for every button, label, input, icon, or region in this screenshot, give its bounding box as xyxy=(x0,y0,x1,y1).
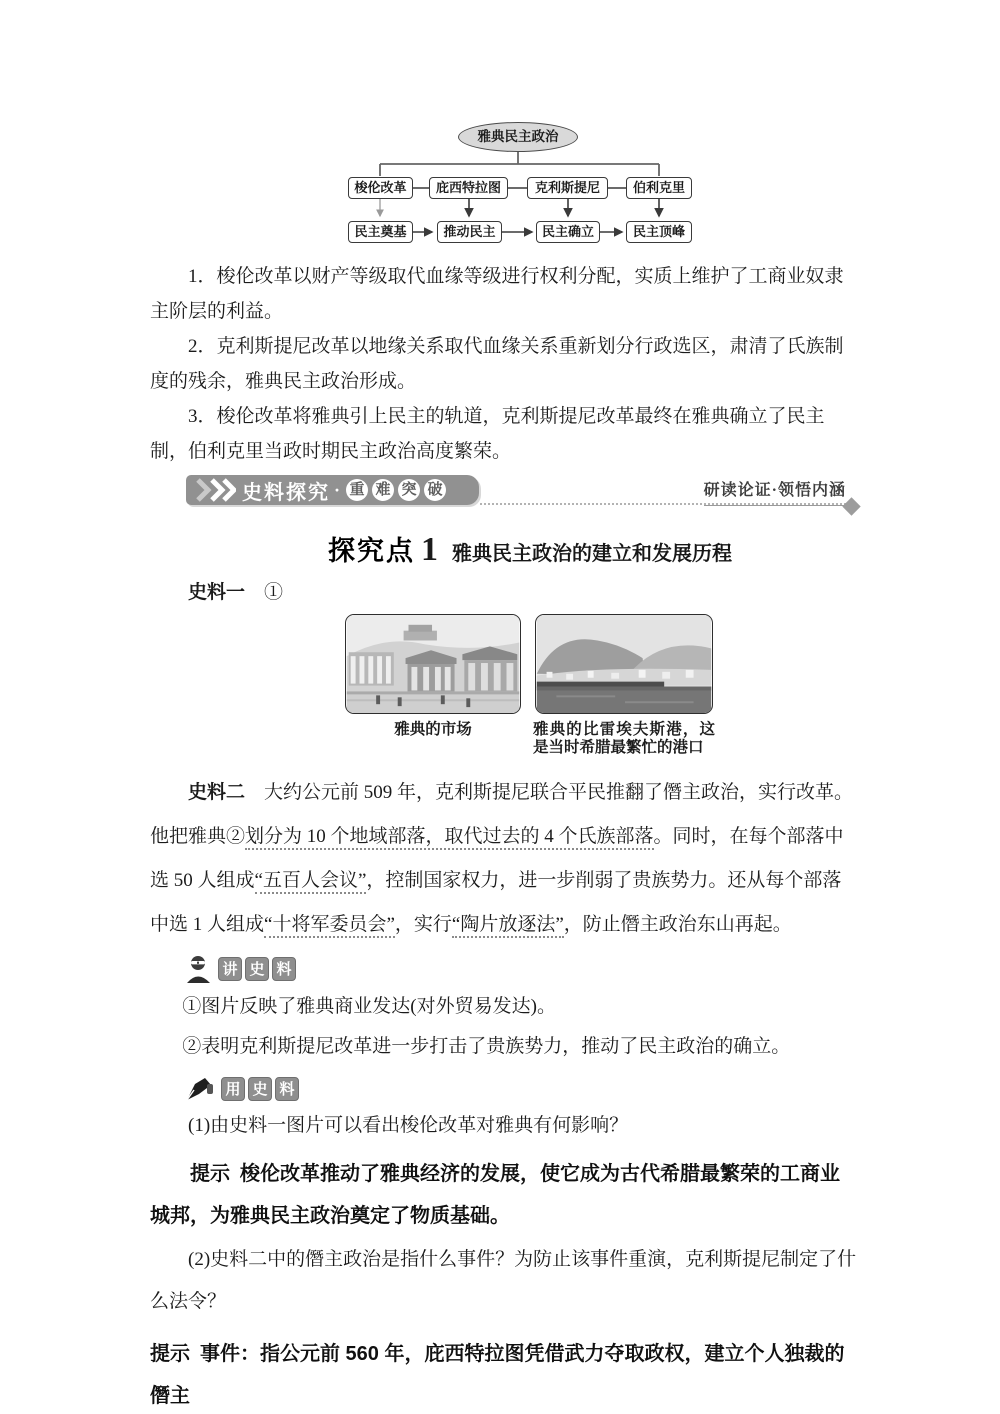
shiliao1-line xyxy=(150,577,858,604)
jiang-item-2: ②表明克利斯提尼改革进一步打击了贵族势力，推动了民主政治的确立。 xyxy=(182,1036,791,1057)
yong-shiliao-badge xyxy=(185,1075,858,1103)
underlined-text: 划分为 10 个地域部落，取代过去的 4 个氏族部落 xyxy=(245,826,654,850)
underlined-text: “五百人会议” xyxy=(255,870,367,894)
chip-yong: 用 xyxy=(221,1077,245,1101)
figure-piraeus-port xyxy=(533,614,715,757)
flowchart-node-foundation: 民主奠基 xyxy=(348,221,413,243)
explore-point-number: 1 xyxy=(421,531,438,568)
chip-jiang: 讲 xyxy=(218,957,242,981)
banner-circle-char-1: 重 xyxy=(346,479,368,501)
flowchart-node-establish: 民主确立 xyxy=(536,221,600,243)
banner-separator: · xyxy=(334,479,341,500)
summary-point-1: 1．梭伦改革以财产等级取代血缘等级进行权利分配，实质上维护了工商业奴隶主阶层的利益。 xyxy=(150,266,844,322)
banner-right-label: 研读论证·领悟内涵 xyxy=(704,477,846,506)
chip-liao: 料 xyxy=(275,1077,299,1101)
question-2: (2)史料二中的僭主政治是指什么事件？为防止该事件重演，克利斯提尼制定了什么法令？ xyxy=(150,1249,857,1312)
explore-point-heading xyxy=(328,529,858,573)
flowchart-node-peak: 民主顶峰 xyxy=(626,221,692,243)
summary-points xyxy=(150,259,858,469)
banner-circle-char-2: 难 xyxy=(372,479,394,501)
jiang-items xyxy=(150,987,858,1067)
tip-label: 提示 xyxy=(150,1343,190,1365)
chip-shi: 史 xyxy=(245,957,269,981)
flowchart-root-node: 雅典民主政治 xyxy=(458,122,578,152)
section-banner xyxy=(150,473,858,519)
explore-point-label: 探究点 xyxy=(328,536,415,566)
piraeus-port-image xyxy=(535,614,713,714)
explore-point-title: 雅典民主政治的建立和发展历程 xyxy=(452,543,732,565)
flowchart-node-promote: 推动民主 xyxy=(437,221,502,243)
figures-row xyxy=(345,614,858,757)
shiliao2-paragraph: 史料二 大约公元前 509 年，克利斯提尼联合平民推翻了僭主政治，实行改革。他把雅典②划分为 10 个地域部落，取代过去的 4 个氏族部落。同时，在每个部落中选 50 人组成“五百人会议”，控制国家权力，进一步削弱了贵族势力。还从每个部落中选 1 人组成“十将军委员会”，实行“陶片放逐法”，防止僭主政治东山再起。 xyxy=(150,771,858,947)
tip-2: 提示 事件：指公元前 560 年，庇西特拉图凭借武力夺取政权，建立个人独裁的僭主 xyxy=(150,1343,845,1407)
flowchart-node-pericles: 伯利克里 xyxy=(626,177,692,199)
section-banner-bar xyxy=(186,475,479,505)
teacher-icon xyxy=(185,954,212,984)
shiliao1-label: 史料一 xyxy=(188,582,246,603)
chip-liao: 料 xyxy=(272,957,296,981)
figure-caption-market: 雅典的市场 xyxy=(394,721,472,738)
pen-icon xyxy=(185,1076,215,1102)
banner-circle-char-3: 突 xyxy=(398,479,420,501)
banner-title: 史料探究 xyxy=(242,481,330,504)
jiang-item-1: ①图片反映了雅典商业发达(对外贸易发达)。 xyxy=(182,996,556,1017)
flowchart-node-cleisthenes: 克利斯提尼 xyxy=(527,177,608,199)
double-chevron-icon xyxy=(194,478,236,502)
flowchart-node-peisistratus: 庇西特拉图 xyxy=(429,177,508,199)
shiliao2-label: 史料二 xyxy=(188,782,246,803)
tip-label: 提示 xyxy=(190,1163,230,1185)
underlined-text: “陶片放逐法” xyxy=(452,914,564,938)
figure-caption-piraeus: 雅典的比雷埃夫斯港，这是当时希腊最繁忙的港口 xyxy=(533,721,715,756)
banner-circle-char-4: 破 xyxy=(424,479,446,501)
summary-point-2: 2．克利斯提尼改革以地缘关系取代血缘关系重新划分行政选区，肃清了氏族制度的残余，雅典民主政治形成。 xyxy=(150,336,844,392)
underlined-text: “十将军委员会” xyxy=(264,914,395,938)
athens-market-image xyxy=(345,614,521,714)
tip-1: 提示 梭伦改革推动了雅典经济的发展，使它成为古代希腊最繁荣的工商业城邦，为雅典民主政治奠定了物质基础。 xyxy=(150,1163,840,1227)
summary-point-3: 3．梭伦改革将雅典引上民主的轨道，克利斯提尼改革最终在雅典确立了民主制，伯利克里当政时期民主政治高度繁荣。 xyxy=(150,406,825,462)
chip-shi: 史 xyxy=(248,1077,272,1101)
athens-democracy-flowchart xyxy=(348,118,694,248)
question-1: (1)由史料一图片可以看出梭伦改革对雅典有何影响？ xyxy=(188,1115,629,1136)
shiliao1-ref: ① xyxy=(245,582,284,603)
jiang-shiliao-badge xyxy=(185,955,858,983)
flowchart-node-solon: 梭伦改革 xyxy=(348,177,413,199)
figure-athens-market xyxy=(345,614,521,757)
